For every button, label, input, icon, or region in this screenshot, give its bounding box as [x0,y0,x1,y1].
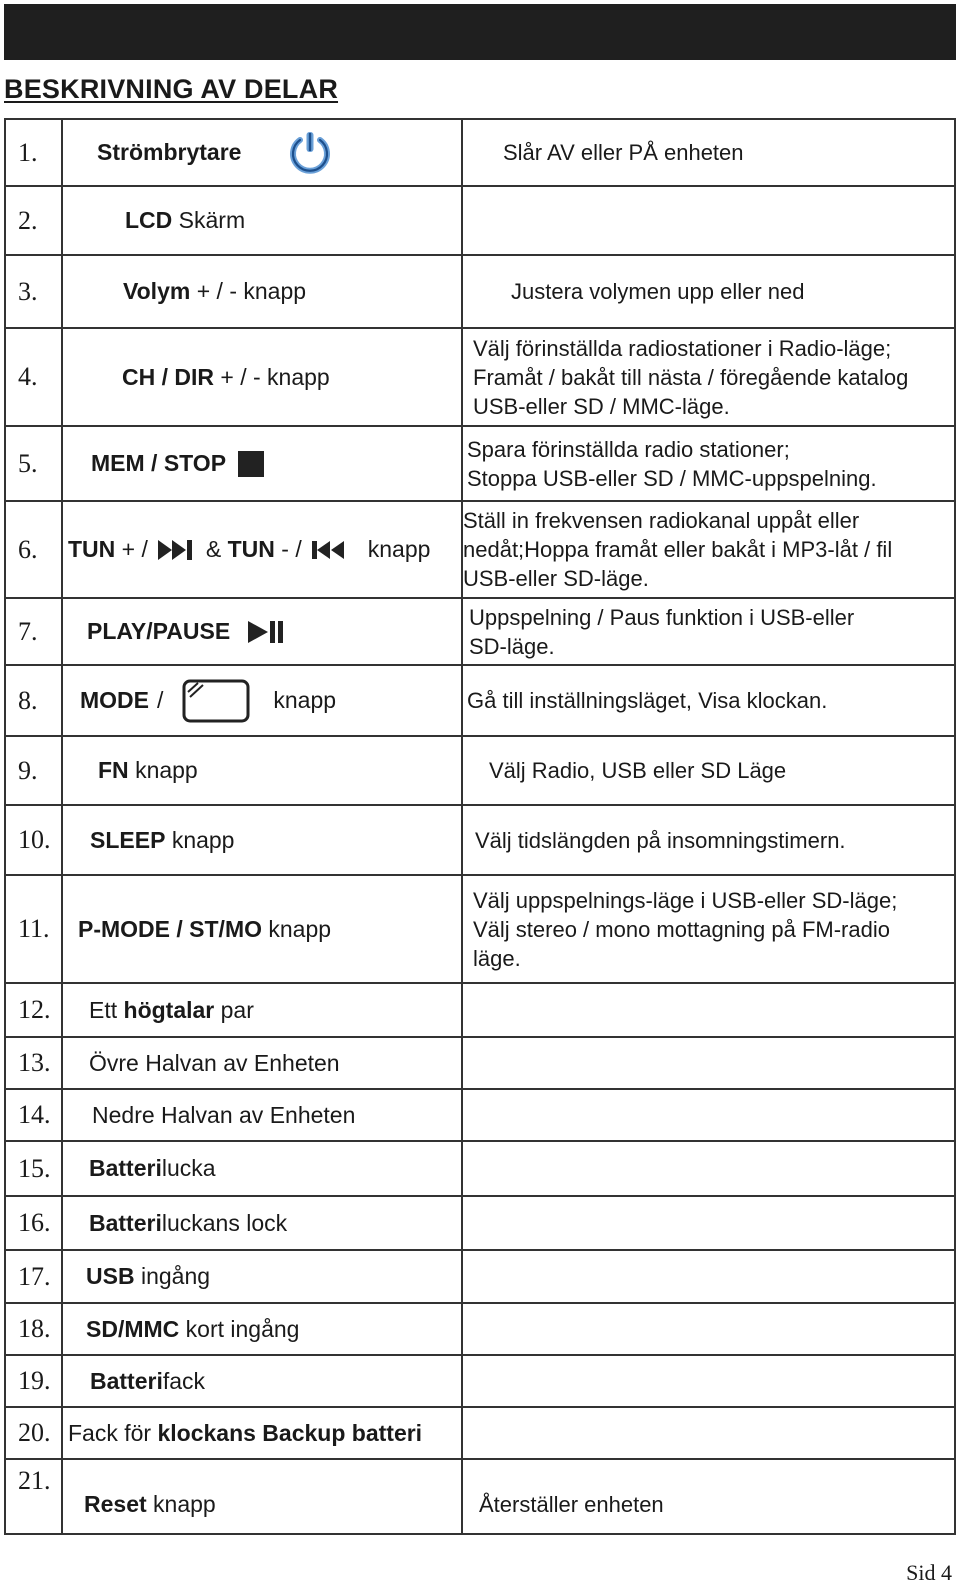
table-row [5,598,955,665]
row-number: 14. [5,1089,62,1141]
table-row [5,255,955,328]
skip-forward-icon [156,538,198,562]
part-name-rest: / [157,687,164,713]
part-name-rest: Skärm [178,207,246,233]
part-name-rest: + / - knapp [196,278,307,304]
row-number: 21. [5,1459,62,1534]
table-row [5,1250,955,1303]
part-name-second: TUN [227,536,275,562]
table-row [5,665,955,736]
table-row [5,1037,955,1089]
part-name: USB [86,1263,135,1289]
part-name-rest: kort ingång [185,1315,300,1342]
row-number: 20. [5,1407,62,1459]
row-number: 9. [5,736,62,805]
part-name: Reset [84,1491,147,1517]
row-number: 12. [5,983,62,1037]
row-number: 5. [5,426,62,501]
description-line: USB-eller SD / MMC-läge. [473,393,730,419]
description-line: Stoppa USB-eller SD / MMC-uppspelning. [467,465,877,491]
row-number: 13. [5,1037,62,1089]
part-name: PLAY/PAUSE [87,618,231,644]
part-name-rest: knapp [171,826,235,853]
row-number: 11. [5,875,62,983]
part-name: Batteri [89,1155,162,1181]
table-row [5,1196,955,1250]
part-name-rest: par [220,996,254,1023]
part-name-rest: + / [121,536,148,562]
table-row [5,501,955,598]
description-line: Uppspelning / Paus funktion i USB-eller [469,604,855,630]
part-name-rest: knapp [268,915,332,942]
row-number: 4. [5,328,62,426]
part-name-tail: knapp [367,536,431,562]
play-pause-icon [246,619,286,645]
parts-table [4,118,956,1535]
part-name: Batteri [90,1367,163,1394]
part-name: TUN [68,536,116,562]
table-row [5,1303,955,1355]
part-name: P-MODE / ST/MO [78,915,262,942]
table-row [5,736,955,805]
description-line: Välj tidslängden på insomningstimern. [475,827,846,853]
description-line: Spara förinställda radio stationer; [467,436,790,462]
mode-button-icon [181,678,251,724]
part-name: LCD [125,207,173,233]
skip-back-icon [310,539,348,561]
part-name: SLEEP [90,826,166,853]
description-line: Återställer enheten [479,1492,664,1517]
table-row [5,328,955,426]
part-name-prefix: Fack för [68,1419,152,1446]
part-name-rest: + / - knapp [220,363,330,390]
part-name-second-rest: - / [281,536,302,562]
part-name-rest: luckans lock [161,1209,288,1236]
row-number: 8. [5,665,62,736]
description-line: Slår AV eller PÅ enheten [503,140,744,165]
description-line: Välj förinställda radiostationer i Radio-läge; [473,335,892,361]
row-number: 15. [5,1141,62,1196]
part-name-tail: knapp [273,687,337,713]
row-number: 19. [5,1355,62,1407]
description-line: Framåt / bakåt till nästa / föregående katalog [473,364,909,390]
part-name: Volym [123,278,191,304]
table-row [5,1459,955,1534]
part-name-rest: knapp [153,1491,216,1517]
part-name: högtalar [123,996,215,1023]
table-row [5,1407,955,1459]
row-number: 17. [5,1250,62,1303]
page-heading: BESKRIVNING AV DELAR [4,74,339,104]
part-name: FN [98,757,129,783]
row-number: 6. [5,501,62,598]
description-line: Ställ in frekvensen radiokanal uppåt eller [463,508,860,533]
description-line: Välj uppspelnings-läge i USB-eller SD-läge; [473,887,898,913]
description-line: Välj stereo / mono mottagning på FM-radio [473,916,890,942]
part-name: MEM / STOP [91,450,227,476]
description-line: Välj Radio, USB eller SD Läge [489,758,787,783]
part-name-ampersand: & [205,536,222,562]
description-line: Gå till inställningsläget, Visa klockan. [467,688,828,713]
part-name-rest: knapp [135,757,198,783]
part-name-rest: ingång [140,1263,211,1289]
description-line: Justera volymen upp eller ned [511,279,805,304]
power-icon [285,130,335,176]
row-number: 1. [5,119,62,186]
part-name-rest: lucka [161,1155,216,1181]
table-row [5,1089,955,1141]
table-row [5,426,955,501]
row-number: 3. [5,255,62,328]
table-row [5,186,955,255]
part-name: MODE [80,687,149,713]
description-line: nedåt;Hoppa framåt eller bakåt i MP3-låt / fil [463,537,893,562]
description-line: SD-läge. [469,633,555,659]
part-name: Batteri [89,1209,162,1236]
description-line: läge. [473,945,521,971]
part-name: klockans Backup batteri [157,1419,423,1446]
table-row [5,875,955,983]
part-name-rest: fack [162,1367,206,1394]
description-line: USB-eller SD-läge. [463,566,649,591]
stop-icon [236,449,266,479]
table-row [5,805,955,875]
part-name: Strömbrytare [97,139,242,165]
row-number: 16. [5,1196,62,1250]
part-name-prefix: Ett [89,996,118,1023]
table-row [5,1355,955,1407]
table-row [5,119,955,186]
row-number: 7. [5,598,62,665]
row-number: 10. [5,805,62,875]
table-row [5,983,955,1037]
part-name: Övre Halvan av Enheten [89,1049,340,1076]
row-number: 18. [5,1303,62,1355]
row-number: 2. [5,186,62,255]
table-row [5,1141,955,1196]
part-name: CH / DIR [122,363,214,390]
page-number: Sid 4 [906,1560,952,1585]
header-bar [4,4,956,60]
part-name: SD/MMC [86,1315,180,1342]
part-name: Nedre Halvan av Enheten [92,1101,356,1128]
